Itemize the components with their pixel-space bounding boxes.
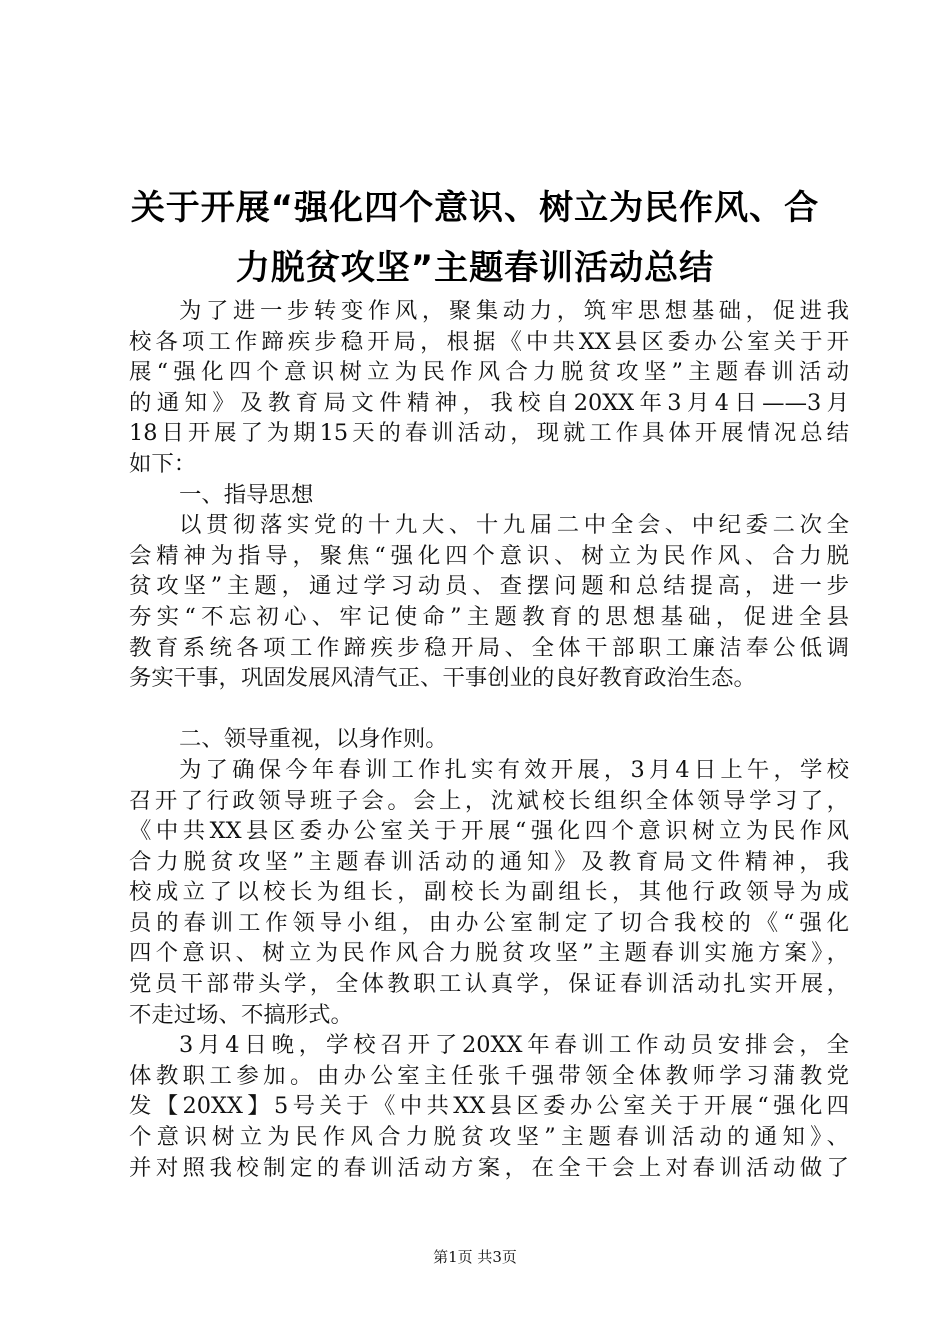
paragraph-leadership-line: 校成立了以校长为组长，副校长为副组长，其他行政领导为成 — [129, 879, 849, 906]
page-number-footer: 第1页 共3页 — [433, 1248, 517, 1266]
paragraph-leadership-line: 为了确保今年春训工作扎实有效开展，3月4日上午，学校 — [179, 756, 849, 783]
title-line-2: 力脱贫攻坚”主题春训活动总结 — [235, 248, 715, 288]
paragraph-mobilization-line: 并对照我校制定的春训活动方案，在全干会上对春训活动做了 — [129, 1154, 849, 1181]
paragraph-leadership-line: 党员干部带头学，全体教职工认真学，保证春训活动扎实开展， — [129, 971, 849, 998]
paragraph-intro-line: 18日开展了为期15天的春训活动，现就工作具体开展情况总结 — [129, 420, 849, 447]
paragraph-leadership-line: 合力脱贫攻坚”主题春训活动的通知》及教育局文件精神，我 — [129, 848, 849, 875]
paragraph-intro-line: 的通知》及教育局文件精神，我校自20XX年3月4日——3月 — [129, 389, 849, 416]
section-heading-guiding-thought: 一、指导思想 — [179, 481, 314, 508]
paragraph-leadership-line: 员的春训工作领导小组，由办公室制定了切合我校的《“强化 — [129, 909, 849, 936]
paragraph-guiding-line: 务实干事，巩固发展风清气正、干事创业的良好教育政治生态。 — [129, 665, 756, 692]
section-heading-leadership: 二、领导重视，以身作则。 — [179, 726, 448, 753]
paragraph-mobilization-line: 发【20XX】5号关于《中共XX县区委办公室关于开展“强化四 — [129, 1093, 849, 1120]
paragraph-mobilization-line: 3月4日晚，学校召开了20XX年春训工作动员安排会，全 — [179, 1032, 849, 1059]
paragraph-leadership-line: 四个意识、树立为民作风合力脱贫攻坚”主题春训实施方案》， — [129, 940, 849, 967]
paragraph-guiding-line: 教育系统各项工作蹄疾步稳开局、全体干部职工廉洁奉公低调 — [129, 634, 849, 661]
paragraph-intro-line: 如下： — [129, 450, 197, 477]
paragraph-intro-line: 校各项工作蹄疾步稳开局，根据《中共XX县区委办公室关于开 — [129, 328, 849, 355]
paragraph-guiding-line: 贫攻坚”主题，通过学习动员、查摆问题和总结提高，进一步 — [129, 573, 849, 600]
paragraph-guiding-line: 以贯彻落实党的十九大、十九届二中全会、中纪委二次全 — [179, 512, 849, 539]
document-title — [100, 178, 850, 298]
paragraph-leadership-line: 不走过场、不搞形式。 — [129, 1001, 353, 1028]
paragraph-leadership-line: 召开了行政领导班子会。会上，沈斌校长组织全体领导学习了， — [129, 787, 849, 814]
paragraph-intro-line: 为了进一步转变作风，聚集动力，筑牢思想基础，促进我 — [179, 298, 849, 324]
paragraph-guiding-line: 会精神为指导，聚焦“强化四个意识、树立为民作风、合力脱 — [129, 542, 849, 569]
paragraph-guiding-line: 夯实“不忘初心、牢记使命”主题教育的思想基础，促进全县 — [129, 603, 849, 630]
paragraph-leadership-line: 《中共XX县区委办公室关于开展“强化四个意识树立为民作风 — [129, 818, 849, 845]
blank-line — [129, 694, 849, 725]
paragraph-mobilization-line: 个意识树立为民作风合力脱贫攻坚”主题春训活动的通知》、 — [129, 1124, 849, 1151]
paragraph-intro-line: 展“强化四个意识树立为民作风合力脱贫攻坚”主题春训活动 — [129, 359, 849, 386]
document-body — [129, 296, 849, 1183]
paragraph-mobilization-line: 体教职工参加。由办公室主任张千强带领全体教师学习蒲教党 — [129, 1062, 849, 1089]
title-line-1: 关于开展“强化四个意识、树立为民作风、合 — [130, 188, 820, 228]
